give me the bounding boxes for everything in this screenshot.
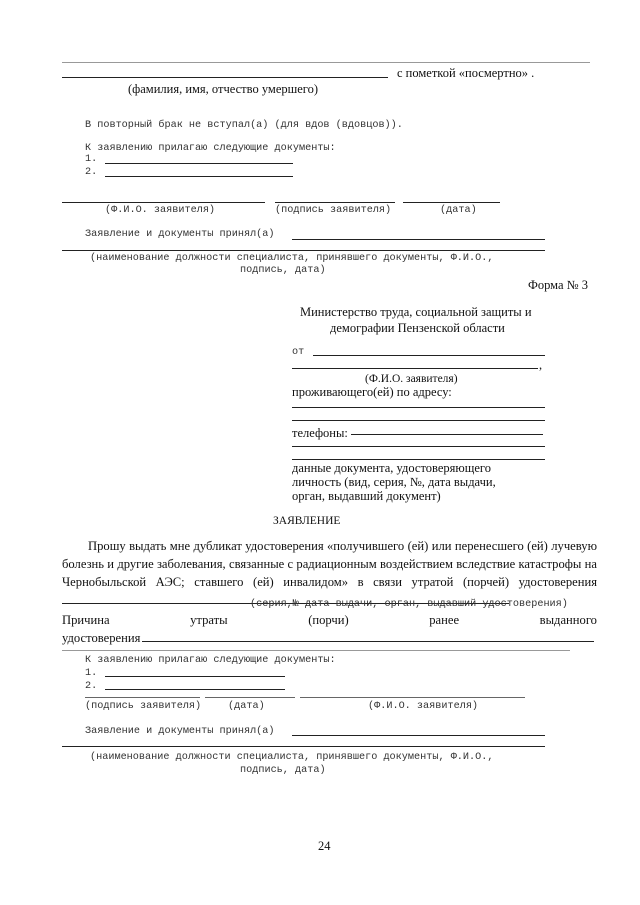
- applicant-name-field[interactable]: [62, 202, 265, 203]
- caption: (наименование должности специалиста, принявшего документы, Ф.И.О.,: [90, 253, 494, 264]
- reason-field[interactable]: [142, 641, 594, 642]
- word: выданного: [539, 613, 597, 627]
- id-doc-label: данные документа, удостоверяющего: [292, 461, 491, 475]
- attach-item-number: 2.: [85, 167, 98, 178]
- accepted-details-field[interactable]: [62, 250, 545, 251]
- statement-title: ЗАЯВЛЕНИЕ: [273, 515, 341, 527]
- deceased-name-field[interactable]: [62, 77, 388, 78]
- applicant-signature-field[interactable]: [275, 202, 395, 203]
- accepted-label: Заявление и документы принял(а): [85, 229, 275, 240]
- accepted-by-field[interactable]: [292, 735, 545, 736]
- attach-heading: К заявлению прилагаю следующие документы:: [85, 655, 336, 666]
- address-field[interactable]: [292, 420, 545, 421]
- caption: подпись, дата): [240, 265, 326, 276]
- accepted-label: Заявление и документы принял(а): [85, 726, 275, 737]
- phones-label: телефоны:: [292, 426, 348, 440]
- address-field[interactable]: [292, 407, 545, 408]
- caption: (дата): [440, 205, 477, 216]
- phones-field-2[interactable]: [292, 446, 545, 447]
- divider: [62, 62, 590, 63]
- phones-field-3[interactable]: [292, 459, 545, 460]
- phones-field[interactable]: [351, 434, 543, 435]
- applicant-name-field[interactable]: [313, 355, 545, 356]
- addressee: демографии Пензенской области: [330, 321, 505, 335]
- word: утраты: [190, 613, 228, 627]
- address-label: проживающего(ей) по адресу:: [292, 385, 452, 399]
- attach-item-number: 1.: [85, 154, 98, 165]
- caption: (дата): [228, 701, 265, 712]
- applicant-name-field[interactable]: [300, 697, 525, 698]
- comma: ,: [539, 358, 543, 372]
- divider: [62, 650, 570, 651]
- word: Причина: [62, 613, 110, 627]
- caption: (подпись заявителя): [85, 701, 202, 712]
- applicant-caption: (Ф.И.О. заявителя): [365, 373, 458, 385]
- reason-line: [62, 613, 597, 628]
- attach-item-field[interactable]: [105, 176, 293, 177]
- attach-item-field[interactable]: [105, 163, 293, 164]
- addressee: Министерство труда, социальной защиты и: [300, 305, 532, 319]
- id-doc-label: личность (вид, серия, №, дата выдачи,: [292, 475, 496, 489]
- date-field[interactable]: [205, 697, 295, 698]
- form-number: Форма № 3: [528, 278, 588, 292]
- attach-heading: К заявлению прилагаю следующие документы:: [85, 143, 336, 154]
- word: (порчи): [308, 613, 349, 627]
- caption: (наименование должности специалиста, принявшего документы, Ф.И.О.,: [90, 752, 494, 763]
- id-doc-label: орган, выдавший документ): [292, 489, 441, 503]
- accepted-details-field[interactable]: [62, 746, 545, 747]
- posthumous-note: с пометкой «посмертно» .: [397, 66, 535, 80]
- statement-body: Прошу выдать мне дубликат удостоверения «получившего (ей) или перенесшего (ей) лучевую болезнь и другие заболевания, связанные с радиационным воздействием вследствие катастрофы на Чернобыльской АЭС; ставшего (ей) инвалидом» в связи утратой (порчей) удостоверения: [62, 537, 597, 609]
- applicant-name-field-2[interactable]: [292, 368, 538, 369]
- cert-caption: (серия,№ дата выдачи, орган, выдавший удостоверения): [250, 599, 568, 610]
- reason-label: удостоверения: [62, 631, 141, 645]
- caption: подпись, дата): [240, 765, 326, 776]
- attach-item-number: 2.: [85, 681, 98, 692]
- deceased-caption: (фамилия, имя, отчество умершего): [128, 82, 319, 96]
- word: ранее: [429, 613, 460, 627]
- attach-item-field[interactable]: [105, 676, 285, 677]
- caption: (Ф.И.О. заявителя): [105, 205, 216, 216]
- page-number: 24: [318, 839, 331, 853]
- from-label: от: [292, 347, 305, 358]
- caption: (подпись заявителя): [275, 205, 392, 216]
- applicant-signature-field[interactable]: [85, 697, 200, 698]
- caption: (Ф.И.О. заявителя): [368, 701, 479, 712]
- date-field[interactable]: [403, 202, 500, 203]
- not-remarried-text: В повторный брак не вступал(а) (для вдов (вдовцов)).: [85, 120, 403, 131]
- accepted-by-field[interactable]: [292, 239, 545, 240]
- attach-item-field[interactable]: [105, 689, 285, 690]
- attach-item-number: 1.: [85, 668, 98, 679]
